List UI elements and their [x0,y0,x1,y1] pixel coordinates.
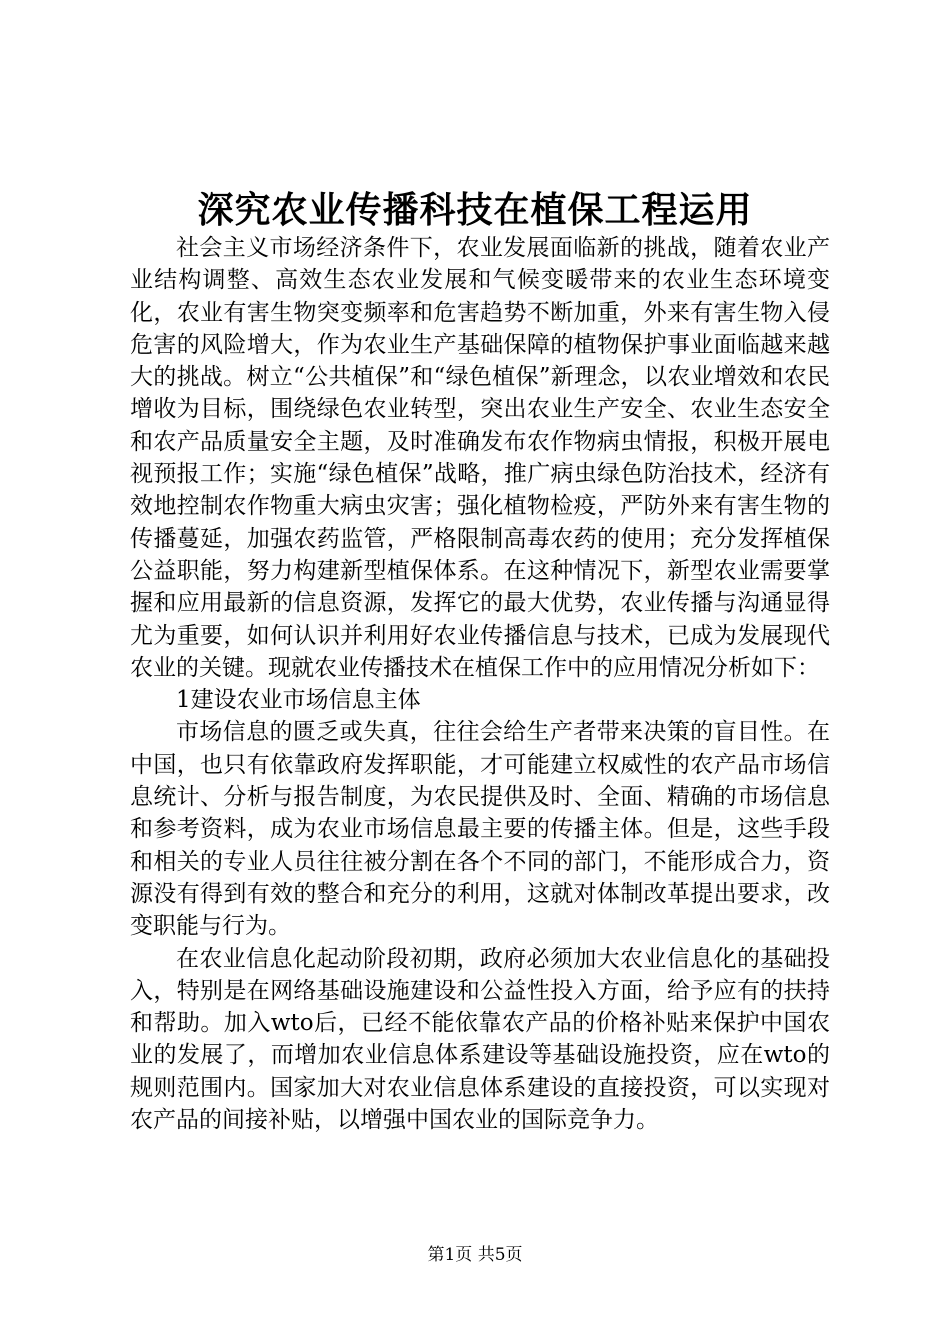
document-body [130,232,830,1136]
paragraph-investment: 在农业信息化起动阶段初期，政府必须加大农业信息化的基础投入，特别是在网络基础设施建设和公益性投入方面，给予应有的扶持和帮助。加入wto后，已经不能依靠农产品的价格补贴来保护中国农业的发展了，而增加农业信息体系建设等基础设施投资，应在wto的规则范围内。国家加大对农业信息体系建设的直接投资，可以实现对农产品的间接补贴，以增强中国农业的国际竞争力。 [130,945,830,1134]
paragraph-intro: 社会主义市场经济条件下，农业发展面临新的挑战，随着农业产业结构调整、高效生态农业发展和气候变暖带来的农业生态环境变化，农业有害生物突变频率和危害趋势不断加重，外来有害生物入侵危害的风险增大，作为农业生产基础保障的植物保护事业面临越来越大的挑战。树立“公共植保”和“绿色植保”新理念，以农业增效和农民增收为目标，围绕绿色农业转型，突出农业生产安全、农业生态安全和农产品质量安全主题，及时准确发布农作物病虫情报，积极开展电视预报工作；实施“绿色植保”战略，推广病虫绿色防治技术，经济有效地控制农作物重大病虫灾害；强化植物检疫，严防外来有害生物的传播蔓延，加强农药监管，严格限制高毒农药的使用；充分发挥植保公益职能，努力构建新型植保体系。在这种情况下，新型农业需要掌握和应用最新的信息资源，发挥它的最大优势，农业传播与沟通显得尤为重要，如何认识并利用好农业传播信息与技术，已成为发展现代农业的关键。现就农业传播技术在植保工作中的应用情况分析如下： [130,235,830,681]
section-heading: 1建设农业市场信息主体 [176,687,421,714]
paragraph-market-info: 市场信息的匮乏或失真，往往会给生产者带来决策的盲目性。在中国，也只有依靠政府发挥职能，才可能建立权威性的农产品市场信息统计、分析与报告制度，为农民提供及时、全面、精确的市场信息和参考资料，成为农业市场信息最主要的传播主体。但是，这些手段和相关的专业人员往往被分割在各个不同的部门，不能形成合力，资源没有得到有效的整合和充分的利用，这就对体制改革提出要求，改变职能与行为。 [130,719,830,940]
page-footer: 第1页 共5页 [427,1245,523,1265]
document-title: 深究农业传播科技在植保工程运用 [197,189,753,231]
